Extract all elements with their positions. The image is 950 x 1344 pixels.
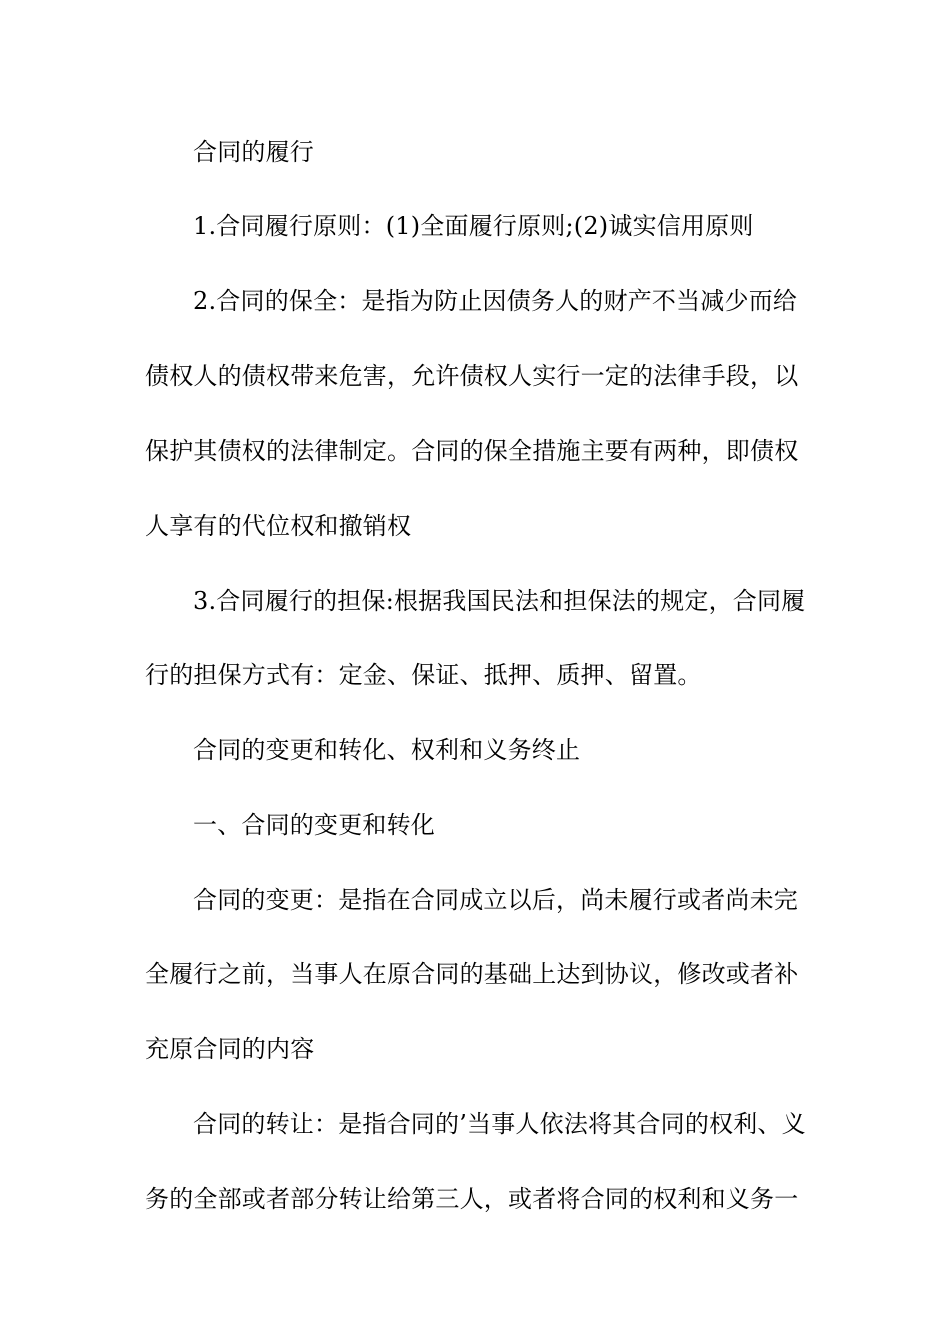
paragraph-guarantee-line-2: 行的担保方式有：定金、保证、抵押、质押、留置。 <box>145 661 702 689</box>
paragraph-preservation-line-1: 2.合同的保全：是指为防止因债务人的财产不当减少而给 <box>193 287 798 315</box>
paragraph-transfer-line-2: 务的全部或者部分转让给第三人，或者将合同的权利和义务一 <box>145 1185 799 1213</box>
paragraph-guarantee-line-1: 3.合同履行的担保:根据我国民法和担保法的规定，合同履 <box>193 587 806 615</box>
paragraph-change-line-1: 合同的变更：是指在合同成立以后，尚未履行或者尚未完 <box>193 886 798 914</box>
paragraph-preservation-line-2: 债权人的债权带来危害，允许债权人实行一定的法律手段，以 <box>145 362 799 390</box>
heading-contract-performance: 合同的履行 <box>193 138 314 166</box>
paragraph-performance-principles: 1.合同履行原则：(1)全面履行原则;(2)诚实信用原则 <box>193 212 754 240</box>
heading-section-one: 一、合同的变更和转化 <box>193 811 435 839</box>
paragraph-preservation-line-3: 保护其债权的法律制定。合同的保全措施主要有两种，即债权 <box>145 437 799 465</box>
paragraph-preservation-line-4: 人享有的代位权和撤销权 <box>145 512 412 540</box>
paragraph-change-line-2: 全履行之前，当事人在原合同的基础上达到协议，修改或者补 <box>145 960 799 988</box>
heading-change-transfer-termination: 合同的变更和转化、权利和义务终止 <box>193 736 581 764</box>
paragraph-transfer-line-1: 合同的转让：是指合同的’当事人依法将其合同的权利、义 <box>193 1110 806 1138</box>
paragraph-change-line-3: 充原合同的内容 <box>145 1035 315 1063</box>
